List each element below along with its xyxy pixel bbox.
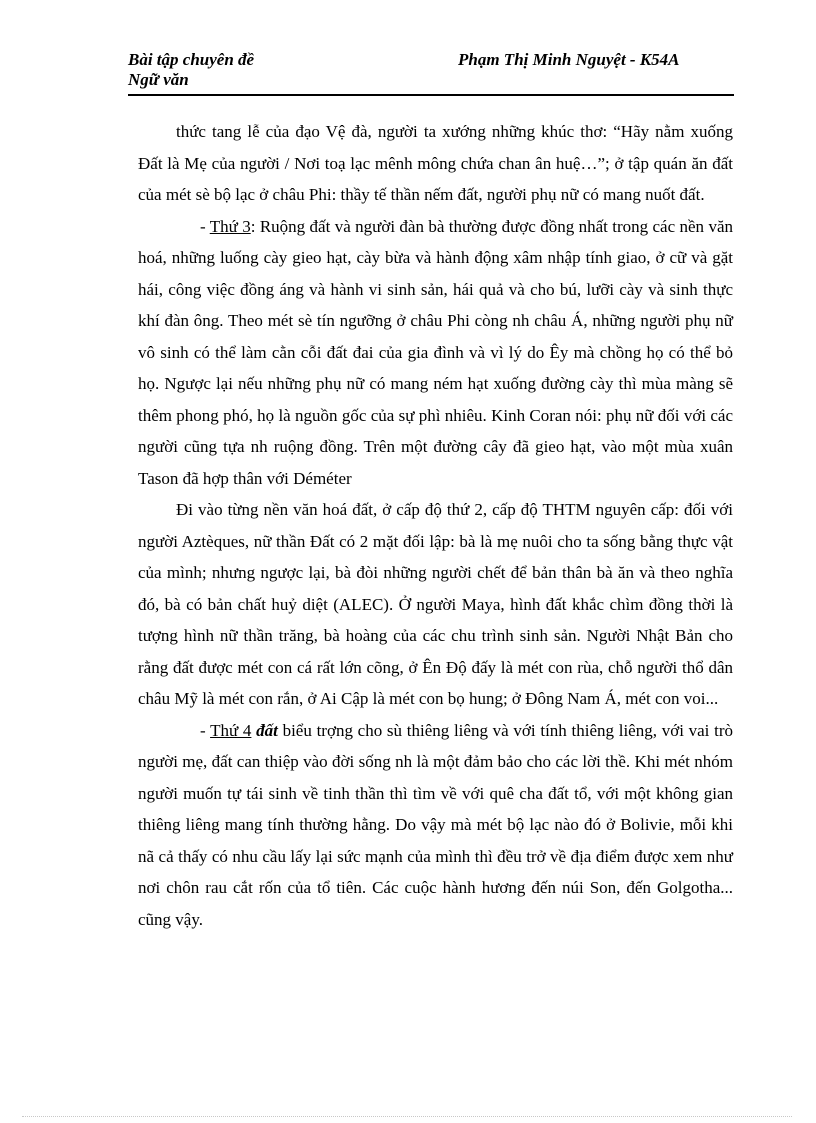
paragraph-2	[138, 211, 733, 495]
paragraph-4-text: biểu trợng cho sù thiêng liêng và với tính thiêng liêng, với vai trò người mẹ, đất can thiệp vào đời sống nh là một đảm bảo cho các lời thề. Khi mét nhóm người muốn tự tái sinh về tinh thần thì tìm về với quê cha đất tổ, với một không gian thiêng liêng mang tính thường hằng. Do vậy mà mét bộ lạc nào đó ở Bolivie, mỗi khi nã cả thấy có nhu cầu lấy lại sức mạnh của mình thì đều trở về địa điểm được xem như nơi chôn rau cắt rốn của tổ tiên. Các cuộc hành hương đến núi Son, đến Golgotha... cũng vậy.	[138, 720, 733, 929]
header-author: Phạm Thị Minh Nguyệt - K54A	[458, 50, 680, 69]
paragraph-2-text: : Ruộng đất và người đàn bà thường được đồng nhất trong các nền văn hoá, những luống cày gieo hạt, cày bừa và hành động xâm nhập tính giao, ở cữ và gặt hái, công việc đồng áng và hành vi sinh sản, hái quả và cho bú, lưỡi cày và sinh thực khí đàn ông. Theo mét sè tín ngưỡng ở châu Phi còng nh châu Á, những người phụ nữ vô sinh có thể làm cằn cỗi đất đai của gia đình và vì lý do Êy mà chồng họ có thể bỏ họ. Ngược lại nếu những phụ nữ có mang ném hạt xuống đường cày thì mùa màng sẽ thêm phong phó, họ là nguồn gốc của sự phì nhiêu. Kinh Coran nói: phụ nữ đối với các người cũng tựa nh ruộng đồng. Trên một đường cây đã gieo hạt, vào một mùa xuân Tason đã hợp thân với Déméter	[138, 216, 733, 488]
page-header	[128, 50, 734, 96]
header-left	[128, 50, 254, 90]
document-body	[138, 116, 733, 935]
paragraph-2-label: Thứ 3	[209, 216, 251, 236]
paragraph-3: Đi vào từng nền văn hoá đất, ở cấp độ thứ 2, cấp độ THTM nguyên cấp: đối với người Aztèques, nữ thần Đất có 2 mặt đối lập: bà là mẹ nuôi cho ta sống bằng thực vật của mình; nhưng ngược lại, bà đòi những người chết để bản thân bà ăn và theo nghĩa đó, bà có bản chất huỷ diệt (ALEC). Ở người Maya, hình đất khắc chìm đồng thời là tượng hình nữ thần trăng, bà hoàng của các chu trình sinh sản. Người Nhật Bản cho rằng đất được mét con cá rất lớn cõng, ở Ên Độ đấy là mét con rùa, chỗ người thổ dân châu Mỹ là mét con rắn, ở Ai Cập là mét con bọ hung; ở Đông Nam Á, mét con voi...	[138, 500, 733, 708]
header-subject: Ngữ văn	[128, 70, 189, 89]
paragraph-4	[138, 715, 733, 936]
paragraph-2-prefix: -	[200, 216, 210, 236]
page-bottom-border	[22, 1116, 792, 1117]
paragraph-4-prefix: -	[200, 720, 211, 740]
paragraph-1: thức tang lễ của đạo Vệ đà, người ta xướng những khúc thơ: “Hãy nằm xuống Đất là Mẹ của người / Nơi toạ lạc mênh mông chứa chan ân huệ…”; ở tập quán ăn đất của mét sè bộ lạc ở châu Phi: thầy tế thần nếm đất, người phụ nữ có mang nuốt đất.	[138, 122, 733, 204]
paragraph-4-keyword: đất	[256, 720, 278, 740]
header-course-title: Bài tập chuyên đề	[128, 50, 255, 69]
paragraph-4-label: Thứ 4	[210, 720, 252, 740]
